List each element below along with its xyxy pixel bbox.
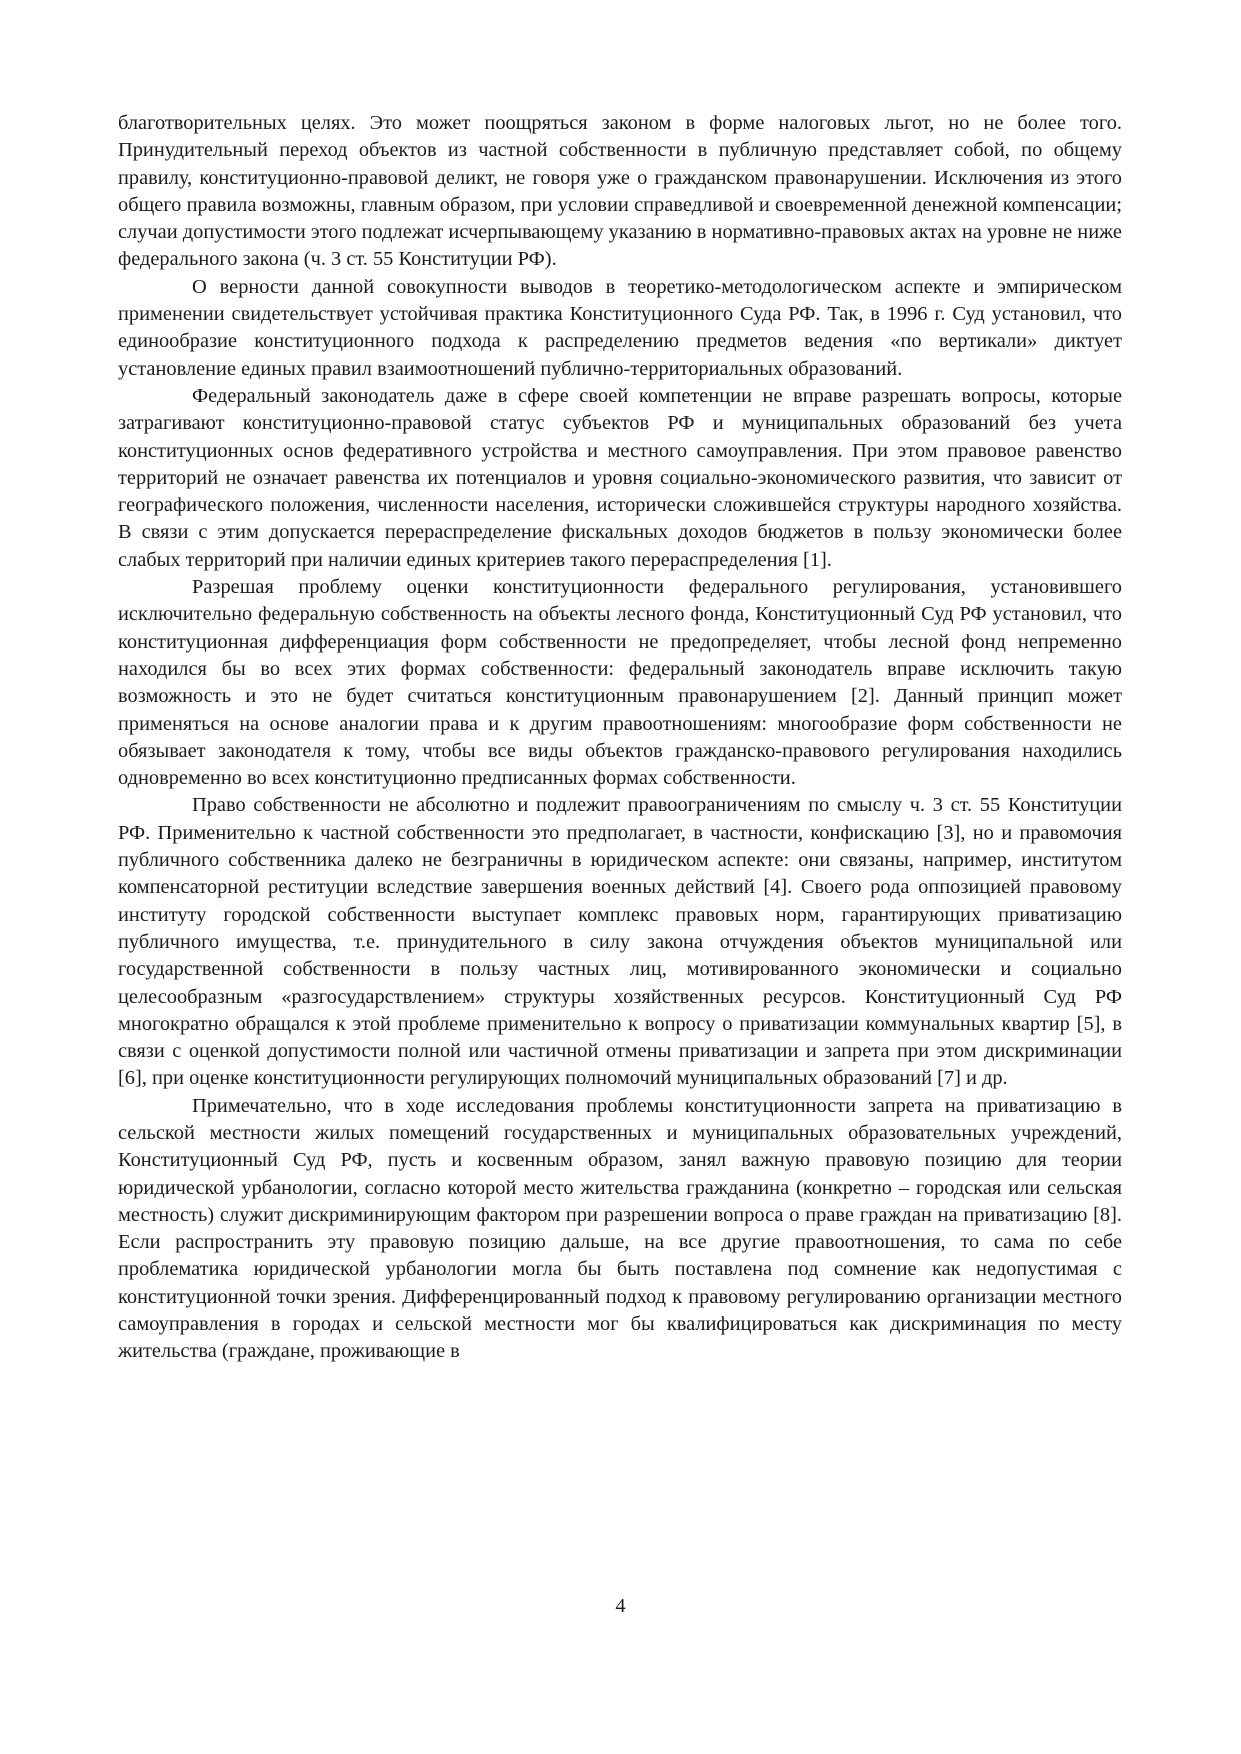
- paragraph-2: О верности данной совокупности выводов в теоретико-методологическом аспекте и эмпирическом применении свидетельствует устойчивая практика Конституционного Суда РФ. Так, в 1996 г. Суд установил, что единообразие конституционного подхода к распределению предметов ведения «по вертикали» диктует установление единых правил взаимоотношений публично-территориальных образований.: [118, 275, 1122, 380]
- paragraph-6: Примечательно, что в ходе исследования проблемы конституционности запрета на приватизацию в сельской местности жилых помещений государственных и муниципальных образовательных учреждений, Конституционный Суд РФ, пусть и косвенным образом, занял важную правовую позицию для теории юридической урбанологии, согласно которой место жительства гражданина (конкретно – городская или сельская местность) служит дискриминирующим фактором при разрешении вопроса о праве граждан на приватизацию [8]. Если распространить эту правовую позицию дальше, на все другие правоотношения, то сама по себе проблематика юридической урбанологии могла бы быть поставлена под сомнение как недопустимая с конституционной точки зрения. Дифференцированный подход к правовому регулированию организации местного самоуправления в городах и сельской местности мог бы квалифицироваться как дискриминация по месту жительства (граждане, проживающие в: [118, 1094, 1122, 1363]
- document-page: [118, 110, 1122, 1366]
- paragraph-1: благотворительных целях. Это может поощряться законом в форме налоговых льгот, но не более того. Принудительный переход объектов из частной собственности в публичную представляет собой, по общему правилу, конституционно-правовой деликт, не говоря уже о гражданском правонарушении. Исключения из этого общего правила возможны, главным образом, при условии справедливой и своевременной денежной компенсации; случаи допустимости этого подлежат исчерпывающему указанию в нормативно-правовых актах на уровне не ниже федерального закона (ч. 3 ст. 55 Конституции РФ).: [118, 112, 1122, 271]
- paragraph-4: Разрешая проблему оценки конституционности федерального регулирования, установившего исключительно федеральную собственность на объекты лесного фонда, Конституционный Суд РФ установил, что конституционная дифференциация форм собственности не предопределяет, чтобы лесной фонд непременно находился бы во всех этих формах собственности: федеральный законодатель вправе исключить такую возможность и это не будет считаться конституционным правонарушением [2]. Данный принцип может применяться на основе аналогии права и к другим правоотношениям: многообразие форм собственности не обязывает законодателя к тому, чтобы все виды объектов гражданско-правового регулирования находились одновременно во всех конституционно предписанных формах собственности.: [118, 576, 1122, 790]
- page-number: 4: [615, 1595, 626, 1617]
- paragraph-3: Федеральный законодатель даже в сфере своей компетенции не вправе разрешать вопросы, которые затрагивают конституционно-правовой статус субъектов РФ и муниципальных образований без учета конституционных основ федеративного устройства и местного самоуправления. При этом правовое равенство территорий не означает равенства их потенциалов и уровня социально-экономического развития, что зависит от географического положения, численности населения, исторически сложившейся структуры народного хозяйства. В связи с этим допускается перераспределение фискальных доходов бюджетов в пользу экономически более слабых территорий при наличии единых критериев такого перераспределения [1].: [118, 384, 1122, 571]
- paragraph-5: Право собственности не абсолютно и подлежит правоограничениям по смыслу ч. 3 ст. 55 Конституции РФ. Применительно к частной собственности это предполагает, в частности, конфискацию [3], но и правомочия публичного собственника далеко не безграничны в юридическом аспекте: они связаны, например, институтом компенсаторной реституции вследствие завершения военных действий [4]. Своего рода оппозицией правовому институту городской собственности выступает комплекс правовых норм, гарантирующих приватизацию публичного имущества, т.е. принудительного в силу закона отчуждения объектов муниципальной или государственной собственности в пользу частных лиц, мотивированного экономически и социально целесообразным «разгосударствлением» структуры хозяйственных ресурсов. Конституционный Суд РФ многократно обращался к этой проблеме применительно к вопросу о приватизации коммунальных квартир [5], в связи с оценкой допустимости полной или частичной отмены приватизации и запрета при этом дискриминации [6], при оценке конституционности регулирующих полномочий муниципальных образований [7] и др.: [118, 794, 1122, 1090]
